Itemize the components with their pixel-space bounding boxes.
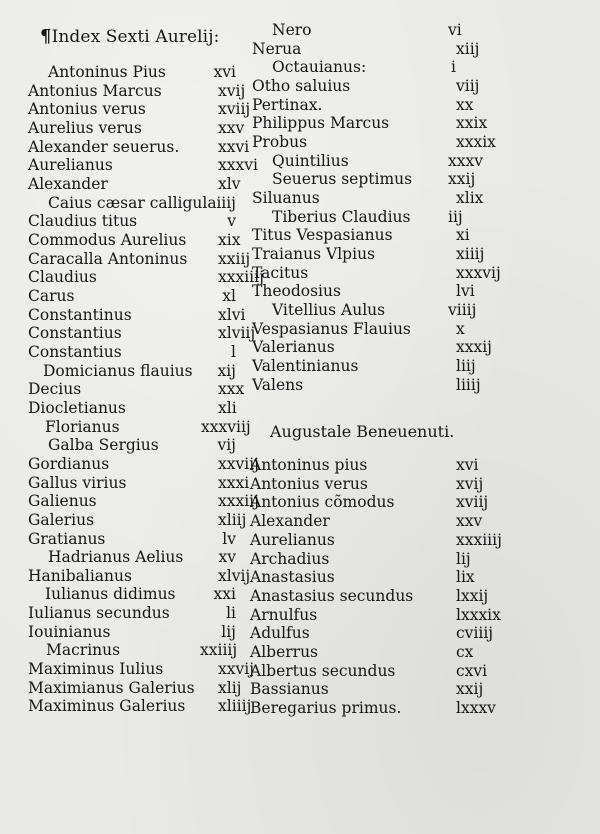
entry-folio: xxx: [218, 380, 245, 399]
entry-folio: v: [227, 212, 236, 231]
entry-name: Philippus Marcus: [252, 114, 390, 133]
entry-name: Maximianus Galerius: [28, 678, 195, 697]
entry-name: Octauianus:: [272, 58, 367, 77]
entry-name: Hadrianus Aelius: [48, 548, 184, 567]
entry-folio: xv: [218, 548, 236, 567]
entry-name: Anastasius: [250, 568, 335, 587]
entry-folio: lij: [221, 622, 236, 641]
entry-folio: xli: [218, 398, 237, 417]
entry-name: Antonius Marcus: [28, 81, 162, 100]
entry-folio: xlv: [218, 174, 241, 193]
entry-name: Tacitus: [252, 263, 309, 282]
entry-name: Aurelianus: [28, 156, 113, 175]
entry-folio: xliiij: [218, 697, 252, 716]
entry-folio: xxxvi: [218, 156, 258, 175]
entry-name: Iulianus didimus: [45, 585, 176, 604]
entry-folio: xlvi: [218, 305, 246, 324]
entry-name: Maximinus Iulius: [28, 660, 164, 679]
entry-name: Theodosius: [252, 282, 341, 301]
entry-folio: xlvij: [218, 566, 251, 585]
entry-name: Probus: [252, 132, 308, 151]
entry-folio: xl: [222, 286, 236, 305]
entry-folio: xxiiij: [200, 641, 238, 660]
entry-folio: xvij: [218, 81, 246, 100]
entry-folio: xliij: [218, 510, 247, 529]
entry-name: Caracalla Antoninus: [28, 249, 188, 268]
entry-folio: viiij: [448, 300, 477, 319]
entry-name: Tiberius Claudius: [272, 207, 411, 226]
entry-folio: xvi: [213, 63, 236, 81]
entry-name: Antonius verus: [250, 474, 368, 493]
entry-name: Maximinus Galerius: [28, 697, 186, 716]
entry-folio: xlij: [218, 678, 242, 697]
entry-name: Aurelius verus: [28, 118, 142, 137]
entry-name: Antoninus Pius: [48, 63, 166, 81]
entry-name: Alexander: [250, 512, 330, 531]
entry-name: Valentinianus: [252, 356, 359, 375]
entry-name: Valens: [252, 375, 304, 394]
entry-name: Vespasianus Flauius: [252, 319, 411, 338]
entry-name: Constantius: [28, 324, 122, 343]
entry-name: Claudius titus: [28, 212, 138, 231]
entry-folio: xviij: [218, 100, 251, 119]
entry-name: Seuerus septimus: [272, 170, 413, 189]
entry-folio: xlviij: [218, 324, 256, 343]
entry-name: Alexander seuerus.: [28, 137, 180, 156]
entry-name: Alberrus: [250, 643, 319, 661]
entry-name: Albertus secundus: [250, 661, 396, 680]
left-heading-text: Index Sexti Aurelij:: [51, 27, 220, 47]
entry-name: Nero: [272, 21, 312, 39]
entry-name: Galba Sergius: [48, 436, 159, 455]
entry-folio: vi: [448, 21, 462, 39]
entry-name: Archadius: [250, 549, 330, 568]
entry-name: Antoninus pius: [250, 456, 368, 474]
left-heading: [40, 26, 219, 47]
entry-folio: xxxviij: [201, 417, 251, 436]
entry-name: Iouinianus: [28, 622, 111, 641]
entry-name: Otho saluius: [252, 76, 351, 95]
entry-name: Constantius: [28, 342, 122, 361]
entry-name: Quintilius: [272, 151, 349, 170]
entry-name: Anastasius secundus: [250, 586, 414, 605]
paragraph-mark-icon: ¶: [40, 26, 52, 47]
entry-name: Commodus Aurelius: [28, 230, 187, 249]
entry-folio: li: [226, 604, 236, 623]
entry-folio: xxviij: [218, 454, 259, 473]
entry-folio: iiij: [216, 193, 236, 212]
entry-name: Gordianus: [28, 454, 110, 473]
entry-folio: xxij: [448, 170, 476, 189]
entry-name: Bassianus: [250, 680, 329, 699]
entry-name: Gallus virius: [28, 473, 127, 492]
entry-folio: xxxiij: [218, 492, 259, 511]
entry-name: Constantinus: [28, 305, 132, 324]
entry-folio: xxv: [218, 118, 245, 137]
entry-name: Siluanus: [252, 188, 320, 207]
entry-name: Titus Vespasianus: [252, 226, 393, 245]
entry-name: Pertinax.: [252, 95, 323, 114]
entry-folio: xxxv: [448, 151, 483, 170]
entry-name: Antonius cõmodus: [250, 493, 395, 512]
entry-name: Caius cæsar calligula: [48, 193, 217, 212]
book-page: ¶Index Sexti Aurelij: Antoninus Pius xvi Antonius Marcus xvij Antonius verus xviij Aurelius verus xxv Alexander seuerus. xxvi Aurelianus xxxvi Alexander xlv Caius cæsar calligula iiij Claudius titus v Commodus Aurelius xix Caracalla Antoninus xxiij Claudius xxxiiij Carus xl Constantinus xlvi Constantius xlviij Constantius l Domicianus flauius xij Decius xxx Diocletianus xli Florianus xxxviij Galba Sergius vij Gordianus xxviij Gallus virius xxxi Galienus xxxiij Galerius xliij Gratianus lv Hadrianus Aelius xv Hanibalianus xlvij Iulianus didimus xxi Iulianus secundus li Iouinianus lij Macrinus xxiiij Maximinus Iulius xxvij Maximianus Galerius xlij Maximinus Galerius xliiij Nero vi Nerua xiij Octauianus: i Otho saluius viij Pertinax. xx Philippus Marcus xxix Probus xxxix Quintilius xxxv Seuerus septimus xxij Siluanus xlix Tiberius Claudius iij Titus Vespasianus xi Traianus Vlpius xiiij Tacitus xxxvij Theodosius lvi Vitellius Aulus viiij Vespasianus Flauius x Valerianus xxxij Valentinianus liij Valens liiij Augustale Beneuenuti. Antoninus pius xvi Antonius verus xvij Antonius cõmodus xviij Alexander xxv Aurelianus xxxiiij Archadius lij Anastasius lix Anastasius secundus lxxij Arnulfus lxxxix Adulfus cviiij Alberrus cx Albertus secundus cxvi Bassianus xxij Beregarius primus. lxxxv: [0, 0, 600, 834]
entry-name: Galienus: [28, 492, 97, 511]
entry-name: Macrinus: [46, 641, 121, 660]
entry-folio: xxiij: [218, 249, 251, 268]
entry-folio: xix: [218, 230, 241, 249]
entry-folio: xxxiiij: [218, 268, 264, 287]
entry-folio: xxvi: [218, 137, 250, 156]
entry-folio: xij: [217, 361, 236, 380]
augustale-subheading: Augustale Beneuenuti.: [270, 422, 455, 441]
entry-name: Valerianus: [252, 338, 335, 357]
entry-name: Gratianus: [28, 529, 106, 548]
entry-name: Adulfus: [250, 624, 310, 643]
entry-folio: l: [231, 342, 236, 361]
entry-folio: xxvij: [218, 660, 255, 679]
entry-name: Claudius: [28, 268, 97, 287]
entry-name: Alexander: [28, 174, 108, 193]
entry-name: Florianus: [45, 417, 120, 436]
entry-folio: iij: [448, 207, 463, 226]
entry-name: Carus: [28, 286, 75, 305]
entry-name: Decius: [28, 380, 82, 399]
entry-folio: vij: [217, 436, 236, 455]
entry-name: Beregarius primus.: [250, 699, 402, 718]
entry-name: Iulianus secundus: [28, 604, 170, 623]
entry-name: Galerius: [28, 510, 95, 529]
entry-name: Hanibalianus: [28, 566, 132, 585]
entry-folio: lv: [222, 529, 236, 548]
entry-name: Domicianus flauius: [43, 361, 193, 380]
entry-name: Arnulfus: [250, 605, 318, 624]
entry-name: Diocletianus: [28, 398, 126, 417]
entry-name: Aurelianus: [250, 530, 335, 549]
entry-name: Nerua: [252, 39, 302, 58]
entry-folio: xxxi: [218, 473, 250, 492]
entry-name: Vitellius Aulus: [272, 300, 386, 319]
entry-folio: i: [451, 58, 456, 77]
entry-folio: xxi: [213, 585, 236, 604]
entry-name: Traianus Vlpius: [252, 244, 376, 263]
entry-name: Antonius verus: [28, 100, 146, 119]
